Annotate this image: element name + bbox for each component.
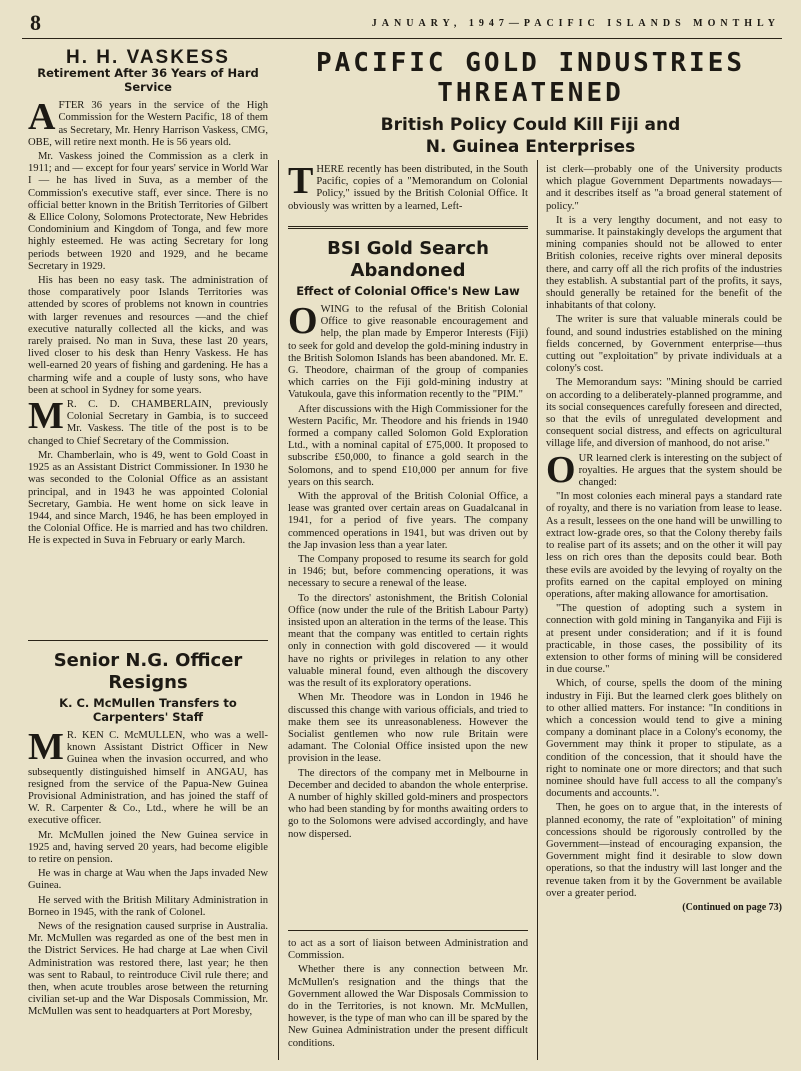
mcmullen-paragraph: He served with the British Military Administration in Borneo in 1945, with the rank of Colonel. [28, 894, 268, 918]
gold-title-line1: PACIFIC GOLD INDUSTRIES [315, 48, 746, 78]
section-rule [288, 226, 528, 229]
bsi-subtitle: Effect of Colonial Office's New Law [296, 284, 520, 298]
bsi-paragraph: With the approval of the British Colonial Office, a lease was granted over certain areas on Guadalcanal in 1941, for a period of five years. The company commenced operations in 1941, but was driven out by the Jap invasion less than a year later. [288, 491, 528, 551]
gold-paragraph: Which, of course, spells the doom of the mining industry in Fiji. But the learned clerk goes blithely on to other allied matters. For instance: "In conditions in which a concession would tend to give a mining company a dominant place in a Colony's economy, the Government may think it proper to stipulate, as a condition of the concession, that it should have the right to nominate one or more directors; and that such nominee should have full access to all the company's documents and accounts.". [546, 678, 782, 800]
page-number: 8 [30, 10, 41, 35]
vaskess-paragraph: AFTER 36 years in the service of the High Commission for the Western Pacific, 18 of them as Secretary, Mr. Henry Harrison Vaskess, CMG, OBE, will retire next month. He is 56 years old. [28, 96, 268, 148]
header-rule [22, 38, 782, 39]
vaskess-subtitle: Retirement After 36 Years of Hard Service [37, 66, 259, 95]
mcmullen-subtitle: K. C. McMullen Transfers to Carpenters' Staff [59, 696, 237, 724]
section-rule [28, 640, 268, 641]
gold-paragraph: The writer is sure that valuable minerals could be found, and sound industries established on the mining fields concerned, by Government enterprise—thus cutting out "exploitation" by private individuals at a colony's cost. [546, 314, 782, 375]
drop-cap: O [546, 448, 576, 491]
drop-cap: A [28, 96, 56, 139]
bsi-paragraph: To the directors' astonishment, the British Colonial Office (now under the rule of the British Labour Party) insisted upon an alteration in the terms of the lease. This meant that the company was entitled to certain rights only in connection with gold discovered — it would have no rights or privileges in relation to any other valuable mineral found, even although the discovery was the result of its exploratory operations. [288, 592, 528, 690]
mcmullen-paragraph: to act as a sort of liaison between Administration and Commission. [288, 938, 528, 962]
gold-deck-line1: British Policy Could Kill Fiji and [380, 115, 681, 135]
mcmullen-paragraph: M R. KEN C. McMULLEN, who was a well-known Assistant District Officer in New Guinea when the invasion occurred, and who subsequently distinguished himself in ANGAU, has resigned from the service of the Papua-New Guinea Provisional Administration, and has joined the staff of W. R. Carpenter & Co., Ltd., where he will be an executive officer. [28, 726, 268, 827]
drop-cap: O [288, 300, 318, 342]
section-rule [288, 930, 528, 931]
bsi-paragraph: The Company proposed to resume its search for gold in 1946; but, before commencing operations, it was necessary to secure a renewal of the lease. [288, 554, 528, 590]
gold-paragraph: THERE recently has been distributed, in the South Pacific, copies of a "Memorandum on Colonial Policy," issued by the British Colonial Office. It obviously was written by a learned, Left- [288, 160, 528, 212]
vaskess-paragraph: His has been no easy task. The administration of those comparatively poor Islands Territories was attended by scores of problems not known in countries with larger revenues and resources —and the chief executive naturally collected all the kicks, and was rarely praised. No man in Suva, these last 20 years, lived closer to his desk than Henry Vaskess. He has well-earned 20 years of fishing and gardening. He has a charming wife and a couple of lusty sons, who have been at school in Sydney for some years. [28, 275, 268, 396]
masthead: JANUARY, 1947—PACIFIC ISLANDS MONTHLY [371, 18, 780, 29]
gold-paragraph: OUR learned clerk is interesting on the subject of royalties. He argues that the system should be changed: [546, 448, 782, 491]
gold-lead [288, 160, 528, 215]
bsi-paragraph: After discussions with the High Commissioner for the Western Pacific, Mr. Theodore and his friends in 1940 formed a company called Solomon Gold Exploration Ltd., with a nominal capital of £75,000. It proposed to subscribe £50,000, to finance a gold search in the Solomons, and to spend £10,000 per annum for five years on this search. [288, 403, 528, 488]
vaskess-title: H. H. VASKESS [66, 47, 230, 68]
mcmullen-paragraph: News of the resignation caused surprise in Australia. Mr. McMullen was regarded as one of the best men in the District Services. He had charge at Lae when Civil Administration was restored there, last year; he then was sent to Rabaul, to reintroduce Civil rule there; and then, when acute troubles arose between the returning civilian set-up and the War Disposals Commission, Mr. McMullen was sent to headquarters at Port Moresby, [28, 921, 268, 1018]
column-divider [278, 160, 279, 1060]
drop-cap: M [28, 726, 64, 768]
continued-note: (Continued on page 73) [682, 901, 782, 913]
gold-paragraph: "In most colonies each mineral pays a standard rate of royalty, and there is no variation from lease to lease. As a result, lessees on the one hand will be unwilling to extract low-grade ores, so that the Colony thereby fails to realise part of its assets; and on the other it will pay less on rich ores than the deposits could bear. Both these evils are avoided by the levying of royalty on the profits earned on the capital employed on mining operations, after making allowance for amortisation. [546, 491, 782, 600]
mcmullen-continued [288, 938, 528, 1052]
gold-title-line2: THREATENED [437, 78, 624, 108]
mcmullen-paragraph: He was in charge at Wau when the Japs invaded New Guinea. [28, 868, 268, 892]
vaskess-article [28, 47, 268, 550]
drop-cap: T [288, 160, 314, 202]
mcmullen-paragraph: Mr. McMullen joined the New Guinea service in 1925 and, having served 20 years, had become eligible to retire on pension. [28, 829, 268, 866]
bsi-article [288, 238, 528, 843]
mcmullen-title: Senior N.G. Officer Resigns [53, 650, 243, 693]
gold-article [546, 164, 782, 914]
bsi-title-line2: Abandoned [350, 260, 466, 281]
gold-paragraph: "The question of adopting such a system in connection with gold mining in Tanganyika and Fiji is at present under consideration; and if it is found practicable, in those cases, the possibility of its extension to other forms of mining will be considered in due course." [546, 603, 782, 676]
chamberlain-paragraph: M R. C. D. CHAMBERLAIN, previously Colonial Secretary in Gambia, is to succeed Mr. Vaskess. The title of the post is to be changed to Chief Secretary of the Commission. [28, 395, 268, 447]
chamberlain-paragraph: Mr. Chamberlain, who is 49, went to Gold Coast in 1925 as an Assistant District Commissioner. In 1930 he was seconded to the Colonial Office as an assistant principal, and in 1943 he was appointed Colonial Secretary, Gambia. He went home on sick leave in 1944, and since March, 1946, he has been employed in the Colonial Office. He is married and has two children. He is expected in Suva in February or early March. [28, 449, 268, 547]
gold-paragraph: The Memorandum says: "Mining should be carried on according to a deliberately-planned programme, and its social consequences carefully foreseen and directed, so that the evils of unregulated development and consequent social distress, and effects on agricultural village life, and diversion of manhood, do not arise." [546, 377, 782, 450]
gold-paragraph: ist clerk—probably one of the University products which plague Government Departments nowadays—and it describes itself as "a broad general statement of policy." [546, 164, 782, 212]
bsi-title-line1: BSI Gold Search [327, 238, 489, 259]
column-divider [537, 160, 538, 1060]
gold-paragraph: Then, he goes on to argue that, in the interests of planned economy, the rate of "exploitation" of mining concessions should be rigorously controlled by the Government—instead of encouraging expansion, the Government might find it desirable to slow down operations, so that the industry will last longer and the revenue taken from it by the Government be available over a greater period. [546, 802, 782, 899]
drop-cap: M [28, 395, 64, 438]
gold-paragraph: It is a very lengthy document, and not easy to summarise. It painstakingly develops the argument that mining companies should not be allowed to enter British colonies, receive rights over mineral deposits there, and carry off all the rich profits of the industries they establish. A substantial part of the profits, it says, should generally be retained for the benefit of the inhabitants of that colony. [546, 214, 782, 312]
mcmullen-article [28, 650, 268, 1021]
bsi-paragraph: The directors of the company met in Melbourne in December and decided to abandon the whole enterprise. A number of highly skilled gold-miners and prospectors who had been standing by for months awaiting orders to go to the Solomons were advised accordingly, and have now dispersed. [288, 767, 528, 840]
bsi-paragraph: OWING to the refusal of the British Colonial Office to give reasonable encouragement and help, the plan made by Emperor Interests (Fiji) to seek for gold and develop the gold-mining industry in the British Solomon Islands has been abandoned. Mr. E. G. Theodore, chairman of the group of companies which carries on the Fiji gold-mining industry at Vatukoula, gave this information recently to the "PIM." [288, 300, 528, 401]
gold-deck-line2: N. Guinea Enterprises [425, 137, 636, 157]
mcmullen-paragraph: Whether there is any connection between Mr. McMullen's resignation and the things that the Government allowed the War Disposals Commission to do in the Territories, is not known. Mr. McMullen, however, is the type of man who can ill be spared by the New Guinea Administration under the present difficult conditions. [288, 964, 528, 1049]
gold-headline [278, 48, 783, 158]
bsi-paragraph: When Mr. Theodore was in London in 1946 he discussed this change with various officials, and tried to make them see its unreasonableness. However the Socialist gentlemen who now rule Britain were adamant. The Colonial Office insisted upon the new provision in the lease. [288, 692, 528, 765]
vaskess-paragraph: Mr. Vaskess joined the Commission as a clerk in 1911; and — except for four years' service in World War I — he has lived in Suva, as a member of the Commission's executive staff, ever since. There is no official better known in the British Territories of Gilbert & Ellice Colony, Solomons Protectorate, New Hebrides Condominium and Kingdom of Tonga, and few more highly esteemed. He was acting Secretary for long periods between 1920 and 1929, and he became Secretary in 1929. [28, 151, 268, 272]
